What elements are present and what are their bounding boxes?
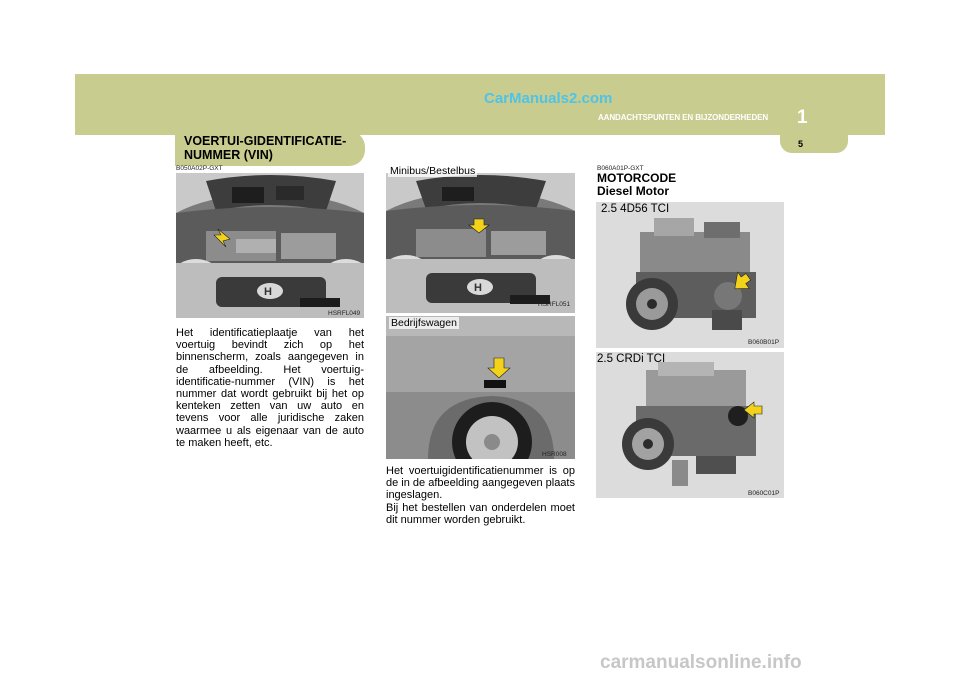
section-title: AANDACHTSPUNTEN EN BIJZONDERHEDEN (598, 113, 769, 122)
truck-photo-code: HSR008 (542, 451, 567, 458)
minibus-photo-code: HSRFL051 (538, 301, 571, 308)
engine-crdi-caption: 2.5 CRDi TCI (597, 353, 666, 365)
site-link[interactable]: CarManuals2.com (484, 90, 613, 107)
vin-title (184, 134, 346, 162)
svg-text:H: H (264, 286, 272, 298)
engine-4d56-caption: 2.5 4D56 TCI (601, 203, 670, 215)
minibus-photo-hood-open (386, 173, 575, 313)
footer-watermark-link[interactable]: carmanualsonline.info (600, 652, 802, 673)
chapter-number: 1 (797, 107, 808, 128)
engine-section-code: B060A01P-GXT (597, 165, 644, 172)
vin-title-line2: NUMMER (VIN) (184, 148, 273, 162)
middle-paragraph-1: Het voertuigidentificatienummer is op de in de afbeelding aangegeven plaats ingeslagen. (386, 465, 575, 502)
vin-photo-hood-open (176, 173, 364, 318)
engine-heading-1: MOTORCODE (597, 171, 677, 185)
middle-paragraph-2: Bij het bestellen van onderdelen moet dit nummer worden gebruikt. (386, 501, 575, 526)
engine-4d56-code: B060B01P (748, 339, 780, 346)
page-tab (780, 135, 848, 153)
engine-heading-2: Diesel Motor (597, 184, 670, 198)
vin-title-line1: VOERTUI-GIDENTIFICATIE- (184, 134, 347, 148)
svg-text:H: H (474, 282, 482, 294)
vin-section-code: B050A02P-GXT (176, 165, 223, 172)
minibus-caption: Minibus/Bestelbus (390, 165, 476, 177)
vin-photo-code: HSRFL049 (328, 310, 361, 317)
page-number: 5 (798, 139, 804, 149)
engine-crdi-photo (596, 352, 784, 498)
header-band (75, 74, 885, 135)
vin-paragraph: Het identificatieplaatje van het voertuig bevindt zich op het binnenscherm, zoals aangegeven in de afbeelding. Het voertuig-identificatie-nummer (VIN) is het nummer dat wordt gebruikt bij het op kenteken zetten van uw auto en tevens voor alle juridische zaken waarmee u als eigenaar van de auto te maken heeft, etc. (176, 327, 364, 449)
truck-caption: Bedrijfswagen (391, 317, 457, 329)
engine-heading (597, 172, 676, 198)
middle-paragraph (386, 465, 575, 526)
engine-4d56-photo (596, 202, 784, 348)
engine-crdi-code: B060C01P (748, 490, 780, 497)
truck-photo-wheel (386, 316, 575, 459)
